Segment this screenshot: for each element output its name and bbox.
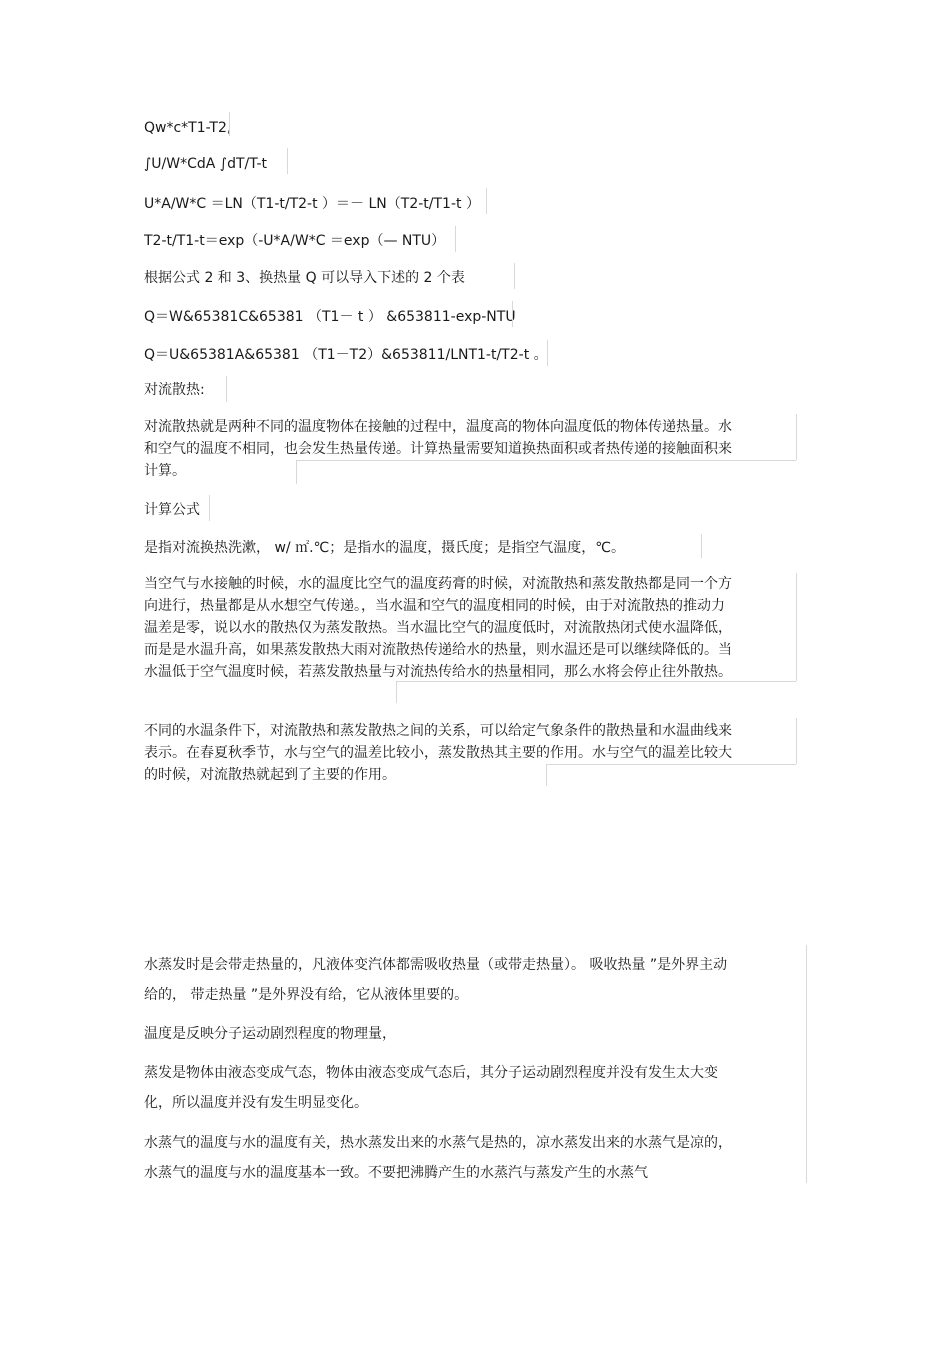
cell-border xyxy=(546,764,796,765)
evaporation-paragraph-1: 水蒸发时是会带走热量的，凡液体变汽体都需吸收热量（或带走热量）。 吸收热量 ”是外界主动给的， 带走热量 ”是外界没有给，它从液体里要的。 xyxy=(144,957,728,1003)
evaporation-paragraph-4: 水蒸气的温度与水的温度有关，热水蒸发出来的水蒸气是热的，凉水蒸发出来的水蒸气是凉的，水蒸气的温度与水的温度基本一致。不要把沸腾产生的水蒸汽与蒸发产生的水蒸气 xyxy=(144,1135,732,1181)
formula-line-2: ∫U/W*CdA ∫dT/T-t xyxy=(144,156,268,172)
cell-border xyxy=(396,681,397,703)
convection-paragraph-1: 当空气与水接触的时候，水的温度比空气的温度药膏的时候，对流散热和蒸发散热都是同一个方向进行，热量都是从水想空气传递。，当水温和空气的温度相同的时候，由于对流散热的推动力温差是零，说以水的散热仅为蒸发散热。当水温比空气的温度低时，对流散热闭式使水温降低，而是是水温升高，如果蒸发散热大雨对流散热传递给水的热量，则水温还是可以继续降低的。当水温低于空气温度时候，若蒸发散热量与对流热传给水的热量相同，那么水将会停止往外散热。 xyxy=(144,576,732,680)
convection-intro-paragraph: 对流散热就是两种不同的温度物体在接触的过程中，温度高的物体向温度低的物体传递热量。水和空气的温度不相同，也会发生热量传递。计算热量需要知道换热面积或者热传递的接触面积来计算。 xyxy=(144,419,732,479)
formula-definition: 是指对流换热洗漱， w/ ㎡.℃；是指水的温度，摄氏度；是指空气温度，℃。 xyxy=(144,540,625,556)
cell-border xyxy=(229,112,230,136)
cell-border xyxy=(796,573,797,681)
cell-border xyxy=(796,718,797,764)
cell-border xyxy=(701,534,702,558)
cell-border xyxy=(396,681,796,682)
cell-border xyxy=(486,188,487,214)
section-heading-convection: 对流散热: xyxy=(144,382,205,398)
cell-border xyxy=(796,414,797,460)
convection-paragraph-2: 不同的水温条件下，对流散热和蒸发散热之间的关系，可以给定气象条件的散热量和水温曲线来表示。在春夏秋季节，水与空气的温差比较小，蒸发散热其主要的作用。水与空气的温差比较大的时候，对流散热就起到了主要的作用。 xyxy=(144,723,732,783)
formula-line-1: Qw*c*T1-T2, xyxy=(144,120,232,136)
formula-line-3: U*A/W*C ＝LN（T1-t/T2-t ）＝－ LN（T2-t/T1-t ） xyxy=(144,196,480,212)
cell-border xyxy=(296,460,796,461)
evaporation-paragraph-3: 蒸发是物体由液态变成气态，物体由液态变成气态后，其分子运动剧烈程度并没有发生太大变化，所以温度并没有发生明显变化。 xyxy=(144,1065,718,1111)
cell-border xyxy=(546,764,547,786)
cell-border xyxy=(455,226,456,252)
cell-border xyxy=(226,376,227,402)
formula-line-5: 根据公式 2 和 3、换热量 Q 可以导入下述的 2 个表 xyxy=(144,270,465,286)
cell-border xyxy=(547,340,548,366)
formula-line-4: T2-t/T1-t＝exp（-U*A/W*C ＝exp（— NTU） xyxy=(144,233,446,249)
cell-border xyxy=(296,460,297,484)
formula-heading: 计算公式 xyxy=(144,502,200,518)
cell-border xyxy=(514,263,515,289)
cell-border xyxy=(806,945,807,1183)
formula-line-6: Q＝W&65381C&65381 （T1－ t ） &653811-exp-NTU xyxy=(144,309,516,325)
cell-border xyxy=(287,148,288,174)
cell-border xyxy=(512,301,513,327)
formula-line-7: Q＝U&65381A&65381 （T1－T2）&653811/LNT1-t/T2-t 。 xyxy=(144,347,548,363)
cell-border xyxy=(209,495,210,521)
evaporation-paragraph-2: 温度是反映分子运动剧烈程度的物理量， xyxy=(144,1026,396,1042)
